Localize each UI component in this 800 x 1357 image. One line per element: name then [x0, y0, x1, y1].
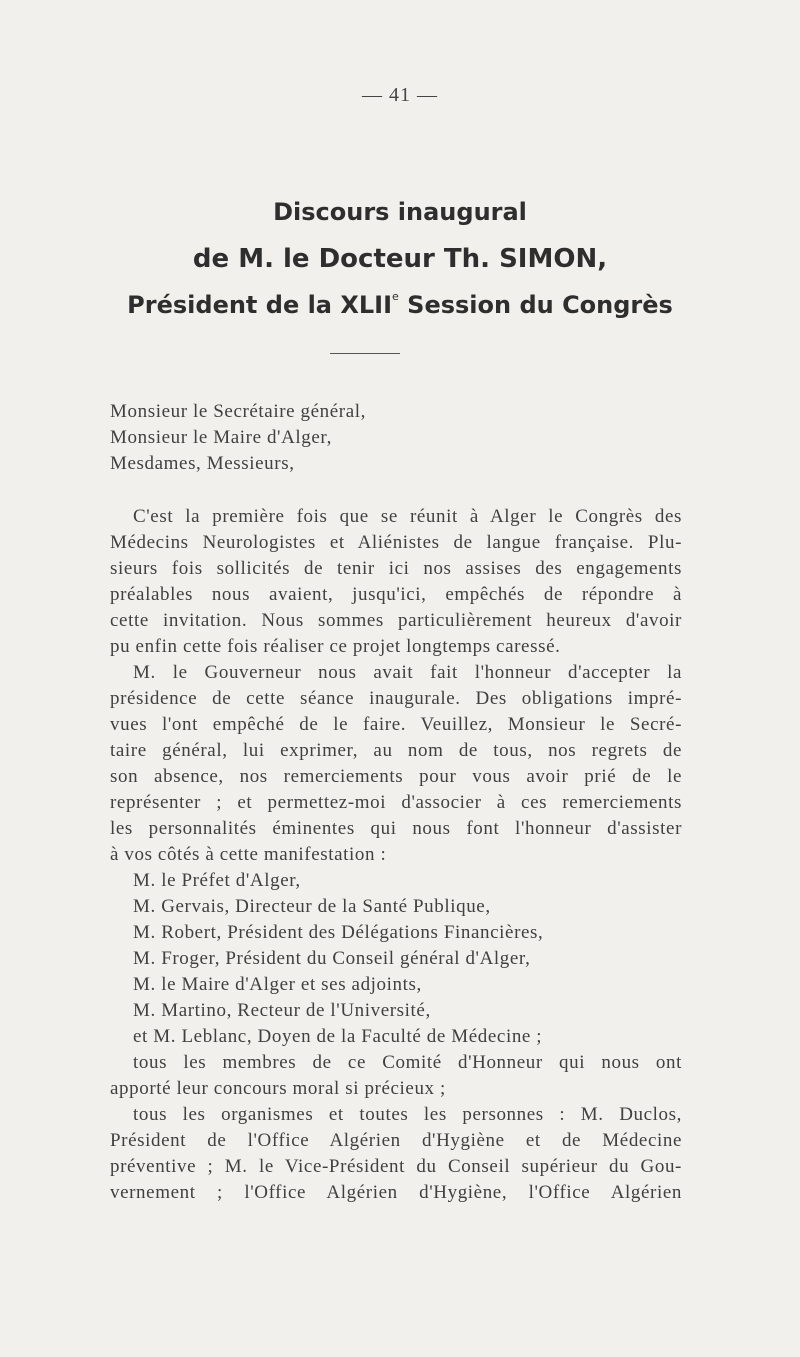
text-line: Médecins Neurologistes et Aliénistes de langue française. Plu-: [110, 532, 682, 553]
text-line: préalables nous avaient, jusqu'ici, empêchés de répondre à: [110, 584, 682, 605]
text-line: vues l'ont empêché de le faire. Veuillez, Monsieur le Secré-: [110, 714, 682, 735]
text-line: taire général, lui exprimer, au nom de tous, nos regrets de: [110, 740, 682, 761]
heading-line-3-start: Président de la XLII: [127, 291, 393, 319]
text-line: sieurs fois sollicités de tenir ici nos assises des engagements: [110, 558, 682, 579]
heading-line-3: [0, 290, 800, 319]
text-line: M. le Gouverneur nous avait fait l'honneur d'accepter la: [133, 662, 682, 683]
text-line: M. Froger, Président du Conseil général d'Alger,: [133, 948, 531, 969]
heading-line-2: de M. le Docteur Th. SIMON,: [192, 244, 608, 274]
text-line: M. le Maire d'Alger et ses adjoints,: [133, 974, 422, 995]
text-line: cette invitation. Nous sommes particulièrement heureux d'avoir: [110, 610, 682, 631]
heading-line-3-end: Session du Congrès: [398, 291, 673, 319]
heading-line-1: Discours inaugural: [273, 198, 527, 226]
text-line: et M. Leblanc, Doyen de la Faculté de Médecine ;: [133, 1026, 543, 1047]
text-line: préventive ; M. le Vice-Président du Conseil supérieur du Gou-: [110, 1156, 682, 1177]
speech-body: [110, 504, 682, 1206]
text-line: les personnalités éminentes qui nous font l'honneur d'assister: [110, 818, 682, 839]
salutation-line: Monsieur le Maire d'Alger,: [110, 427, 332, 448]
text-line: tous les membres de ce Comité d'Honneur qui nous ont: [133, 1052, 682, 1073]
text-line: C'est la première fois que se réunit à Alger le Congrès des: [133, 506, 682, 527]
separator-rule: [330, 353, 400, 354]
text-line: tous les organismes et toutes les personnes : M. Duclos,: [133, 1104, 682, 1125]
salutation-line: Monsieur le Secrétaire général,: [110, 401, 366, 422]
text-line: son absence, nos remerciements pour vous avoir prié de le: [110, 766, 682, 787]
text-line: vernement ; l'Office Algérien d'Hygiène, l'Office Algérien: [110, 1182, 682, 1203]
text-line: M. le Préfet d'Alger,: [133, 870, 301, 891]
text-line: à vos côtés à cette manifestation :: [110, 844, 387, 865]
page-number: — 41 —: [362, 84, 438, 106]
text-line: apporté leur concours moral si précieux ;: [110, 1078, 446, 1099]
text-line: présidence de cette séance inaugurale. Des obligations impré-: [110, 688, 682, 709]
text-line: représenter ; et permettez-moi d'associer à ces remerciements: [110, 792, 682, 813]
text-line: Président de l'Office Algérien d'Hygiène et de Médecine: [110, 1130, 682, 1151]
text-line: M. Gervais, Directeur de la Santé Publique,: [133, 896, 491, 917]
text-line: M. Martino, Recteur de l'Université,: [133, 1000, 431, 1021]
heading-superscript: e: [392, 290, 399, 303]
salutations: [110, 399, 682, 477]
text-line: M. Robert, Président des Délégations Financières,: [133, 922, 544, 943]
text-line: pu enfin cette fois réaliser ce projet longtemps caressé.: [110, 636, 561, 657]
salutation-line: Mesdames, Messieurs,: [110, 453, 295, 474]
